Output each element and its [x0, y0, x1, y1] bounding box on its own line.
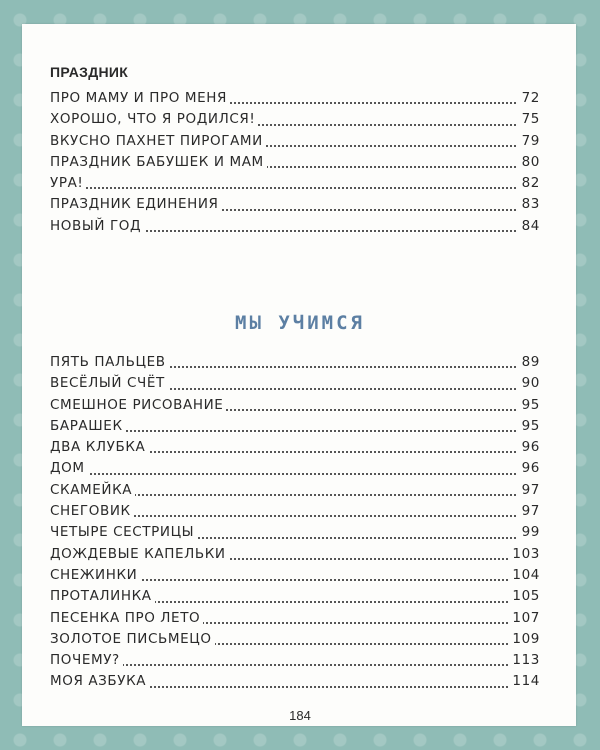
- toc-entry-title: СМЕШНОЕ РИСОВАНИЕ: [50, 397, 226, 413]
- toc-entry: [50, 131, 540, 152]
- toc-entry-page: 95: [518, 395, 540, 416]
- toc-entry-title: ПРО МАМУ И ПРО МЕНЯ: [50, 90, 230, 106]
- toc-entry: [50, 565, 540, 586]
- toc-entry-title: БАРАШЕК: [50, 418, 126, 434]
- toc-entry-page: 95: [518, 416, 540, 437]
- dot-leader: [50, 664, 540, 666]
- toc-entry-title: ВКУСНО ПАХНЕТ ПИРОГАМИ: [50, 133, 266, 149]
- toc-entry-page: 96: [518, 458, 540, 479]
- toc-entry: [50, 458, 540, 479]
- toc-entry-title: ЗОЛОТОЕ ПИСЬМЕЦО: [50, 631, 215, 647]
- toc-entry: [50, 671, 540, 692]
- toc-entry-title: ХОРОШО, ЧТО Я РОДИЛСЯ!: [50, 111, 258, 127]
- toc-entry: [50, 650, 540, 671]
- toc-list-my-uchimsya: [50, 352, 540, 693]
- toc-entry-title: ПРАЗДНИК ЕДИНЕНИЯ: [50, 196, 222, 212]
- toc-entry-title: СНЕЖИНКИ: [50, 567, 140, 583]
- toc-entry-title: ПЕСЕНКА ПРО ЛЕТО: [50, 610, 203, 626]
- toc-entry-page: 97: [518, 501, 540, 522]
- toc-entry: [50, 629, 540, 650]
- toc-entry: [50, 194, 540, 215]
- toc-entry-title: ПРОТАЛИНКА: [50, 588, 155, 604]
- dot-leader: [50, 187, 540, 189]
- toc-entry: [50, 586, 540, 607]
- toc-entry-page: 75: [518, 109, 540, 130]
- toc-entry-page: 113: [508, 650, 540, 671]
- toc-entry-title: МОЯ АЗБУКА: [50, 673, 149, 689]
- toc-entry: [50, 395, 540, 416]
- toc-entry: [50, 522, 540, 543]
- toc-entry-title: СНЕГОВИК: [50, 503, 134, 519]
- toc-entry-page: 114: [508, 671, 540, 692]
- toc-entry-title: ПЯТЬ ПАЛЬЦЕВ: [50, 354, 169, 370]
- toc-list-prazdnik: [50, 88, 540, 237]
- toc-entry-page: 83: [518, 194, 540, 215]
- toc-entry-page: 109: [508, 629, 540, 650]
- page-number: 184: [289, 708, 311, 723]
- toc-entry-title: ВЕСЁЛЫЙ СЧЁТ: [50, 375, 168, 391]
- toc-entry: [50, 109, 540, 130]
- toc-entry: [50, 437, 540, 458]
- toc-entry-page: 107: [508, 608, 540, 629]
- toc-entry-title: ДОМ: [50, 460, 88, 476]
- toc-entry-page: 96: [518, 437, 540, 458]
- toc-entry-page: 72: [518, 88, 540, 109]
- toc-entry-title: ПРАЗДНИК БАБУШЕК И МАМ: [50, 154, 267, 170]
- toc-entry-page: 103: [508, 544, 540, 565]
- toc-entry-title: ПОЧЕМУ?: [50, 652, 123, 668]
- toc-entry: [50, 152, 540, 173]
- toc-entry: [50, 88, 540, 109]
- toc-entry: [50, 608, 540, 629]
- toc-entry-page: 104: [508, 565, 540, 586]
- toc-entry: [50, 352, 540, 373]
- toc-entry-page: 105: [508, 586, 540, 607]
- toc-entry: [50, 373, 540, 394]
- section-heading-prazdnik: ПРАЗДНИК: [50, 64, 129, 80]
- section-title-my-uchimsya: МЫ УЧИМСЯ: [235, 312, 365, 334]
- toc-entry-title: ДВА КЛУБКА: [50, 439, 148, 455]
- dot-leader: [50, 473, 540, 475]
- toc-entry: [50, 544, 540, 565]
- toc-entry: [50, 416, 540, 437]
- toc-entry-page: 90: [518, 373, 540, 394]
- toc-entry-page: 97: [518, 480, 540, 501]
- toc-entry: [50, 216, 540, 237]
- toc-entry-title: ДОЖДЕВЫЕ КАПЕЛЬКИ: [50, 546, 229, 562]
- toc-entry-title: ЧЕТЫРЕ СЕСТРИЦЫ: [50, 524, 197, 540]
- toc-entry: [50, 480, 540, 501]
- toc-entry-page: 99: [518, 522, 540, 543]
- toc-entry-title: СКАМЕЙКА: [50, 482, 135, 498]
- toc-entry-page: 80: [518, 152, 540, 173]
- toc-entry: [50, 173, 540, 194]
- toc-entry-title: УРА!: [50, 175, 86, 191]
- toc-entry-page: 79: [518, 131, 540, 152]
- toc-entry-page: 82: [518, 173, 540, 194]
- toc-entry-page: 84: [518, 216, 540, 237]
- toc-entry-page: 89: [518, 352, 540, 373]
- toc-entry: [50, 501, 540, 522]
- toc-entry-title: НОВЫЙ ГОД: [50, 218, 144, 234]
